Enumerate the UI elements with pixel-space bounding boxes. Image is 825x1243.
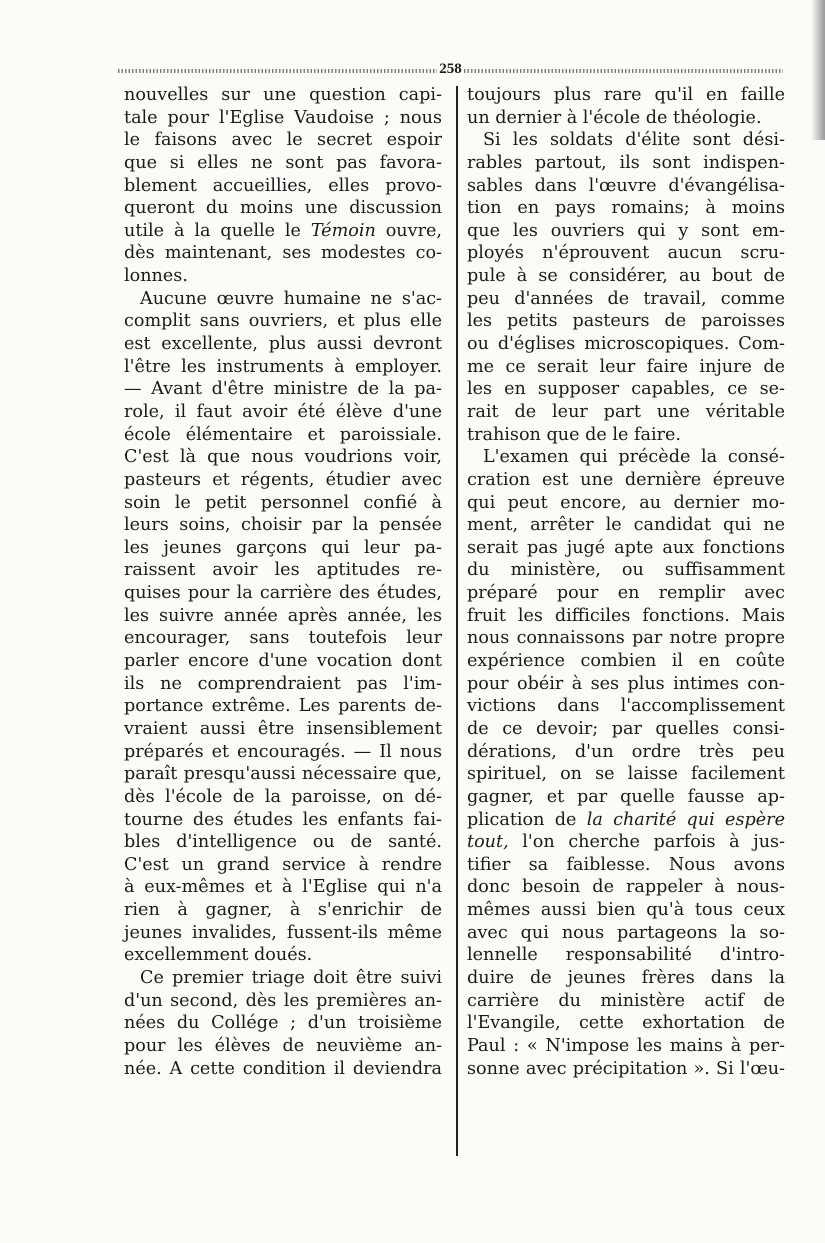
text-line: les suivre année après année, les (124, 605, 442, 626)
text-line: lonnes. (124, 266, 188, 287)
text-line: école élémentaire et paroissiale. (124, 424, 442, 445)
text-line: d'un second, dès les premières an- (124, 990, 442, 1011)
text-line: que les ouvriers qui y sont em- (467, 220, 785, 241)
text-line: tifier sa faiblesse. Nous avons (467, 854, 785, 875)
text-line: excellemment doués. (124, 945, 313, 966)
text-line: paraît presqu'aussi nécessaire que, (124, 764, 442, 785)
text-line: dès maintenant, ses modestes co- (124, 243, 442, 264)
text-run: plication de (467, 809, 587, 830)
text-line: Ce premier triage doit être suivi (140, 967, 442, 988)
text-line: portance extrême. Les parents de- (124, 696, 442, 717)
text-line: qui peut encore, au dernier mo- (467, 492, 785, 513)
text-line: l'Evangile, cette exhortation de (467, 1013, 785, 1034)
text-line: rien à gagner, à s'enrichir de (124, 900, 442, 921)
text-line: me ce serait leur faire injure de (467, 356, 785, 377)
text-line: ils ne comprendraient pas l'im- (124, 673, 442, 694)
text-line: cration est une dernière épreuve (467, 469, 785, 490)
text-line: raissent avoir les aptitudes re- (124, 560, 442, 581)
text-line: avec qui nous partageons la so- (467, 922, 785, 943)
text-line: ployés n'éprouvent aucun scru- (467, 243, 785, 264)
text-line: un dernier à l'école de théologie. (467, 107, 762, 128)
text-line: C'est un grand service à rendre (124, 854, 442, 875)
text-line: sables dans l'œuvre d'évangélisa- (467, 175, 785, 196)
text-line: fruit les difficiles fonctions. Mais (467, 605, 785, 626)
text-line: pasteurs et régents, étudier avec (124, 469, 442, 490)
text-line: L'examen qui précède la consé- (483, 447, 785, 468)
text-line: trahison que de le faire. (467, 424, 682, 445)
text-line: rables partout, ils sont indispen- (467, 152, 785, 173)
text-run: l'on cherche parfois à jus- (508, 832, 785, 853)
text-line: sonne avec précipitation ». Si l'œu- (467, 1058, 785, 1079)
scan-edge-shadow (811, 0, 825, 140)
text-line: Aucune œuvre humaine ne s'ac- (140, 288, 442, 309)
text-line: pour obéir à ses plus intimes con- (467, 673, 785, 694)
running-header (118, 60, 783, 76)
text-line: rait de leur part une véritable (467, 401, 785, 422)
column-divider (456, 86, 458, 1156)
text-line: de ce devoir; par quelles consi- (467, 718, 785, 739)
text-line: les en supposer capables, ce se- (467, 379, 785, 400)
text-line: nouvelles sur une question capi- (124, 85, 442, 105)
text-line: toujours plus rare qu'il en faille (467, 85, 785, 105)
header-dotted-rule-left (118, 69, 437, 73)
text-line: C'est là que nous voudrions voir, (124, 447, 442, 468)
text-line: mêmes aussi bien qu'à tous ceux (467, 900, 785, 921)
text-line: Paul : « N'impose les mains à per- (467, 1035, 785, 1056)
text-line: nées du Collége ; d'un troisième (124, 1013, 442, 1034)
text-line: parler encore d'une vocation dont (124, 651, 442, 672)
text-line: préparé pour en remplir avec (467, 583, 785, 604)
text-run: ouvre, (375, 220, 442, 241)
text-line: pour les élèves de neuvième an- (124, 1035, 442, 1056)
text-line: vraient aussi être insensiblement (124, 718, 442, 739)
text-line: peu d'années de travail, comme (467, 288, 785, 309)
text-line: le faisons avec le secret espoir (124, 130, 442, 151)
text-line: tourne des études les enfants fai- (124, 809, 442, 830)
text-line: lennelle responsabilité d'intro- (467, 945, 785, 966)
text-line: quises pour la carrière des études, (124, 583, 442, 604)
text-line: les jeunes garçons qui leur pa- (124, 537, 442, 558)
text-line: complit sans ouvriers, et plus elle (124, 311, 442, 332)
text-line: duire de jeunes frères dans la (467, 967, 785, 988)
italic-text-run: Témoin (310, 220, 376, 241)
text-line: Si les soldats d'élite sont dési- (483, 130, 785, 151)
text-line: tion en pays romains; à moins (467, 198, 785, 219)
text-line: carrière du ministère actif de (467, 990, 785, 1011)
text-line: les petits pasteurs de paroisses (467, 311, 785, 332)
text-line: née. A cette condition il deviendra (124, 1058, 442, 1079)
text-line: ment, arrêter le candidat qui ne (467, 515, 785, 536)
text-line: leurs soins, choisir par la pensée (124, 515, 442, 536)
text-column-right (467, 84, 785, 1080)
text-line: gagner, et par quelle fausse ap- (467, 786, 785, 807)
text-line: blement accueillies, elles provo- (124, 175, 442, 196)
text-run: utile à la quelle le (124, 220, 311, 241)
text-line (124, 220, 442, 243)
text-line: spirituel, on se laisse facilement (467, 764, 785, 785)
text-line: role, il faut avoir été élève d'une (124, 401, 442, 422)
text-line: bles d'intelligence ou de santé. (124, 832, 442, 853)
text-line: — Avant d'être ministre de la pa- (124, 379, 442, 400)
text-line: ou d'églises microscopiques. Com- (467, 334, 785, 355)
text-line: serait pas jugé apte aux fonctions (467, 537, 785, 558)
text-line: l'être les instruments à employer. (124, 356, 442, 377)
text-line: nous connaissons par notre propre (467, 628, 785, 649)
text-line: du ministère, ou suffisamment (467, 560, 785, 581)
text-column-left (124, 84, 442, 1080)
text-line: que si elles ne sont pas favora- (124, 152, 442, 173)
text-line: pule à se considérer, au bout de (467, 266, 785, 287)
text-line: expérience combien il en coûte (467, 651, 785, 672)
text-line: dérations, d'un ordre très peu (467, 741, 785, 762)
page-number: 258 (439, 61, 462, 77)
text-line: donc besoin de rappeler à nous- (467, 877, 785, 898)
text-line (467, 809, 785, 832)
text-line: dès l'école de la paroisse, on dé- (124, 786, 442, 807)
text-line: jeunes invalides, fussent-ils même (124, 922, 442, 943)
text-line: tale pour l'Eglise Vaudoise ; nous (124, 107, 442, 128)
header-dotted-rule-right (464, 69, 783, 73)
text-line: encourager, sans toutefois leur (124, 628, 442, 649)
text-line: queront du moins une discussion (124, 198, 442, 219)
text-line (467, 831, 785, 854)
text-line: victions dans l'accomplissement (467, 696, 785, 717)
text-line: est excellente, plus aussi devront (124, 334, 442, 355)
italic-text-run: la charité qui espère (586, 809, 785, 830)
text-line: soin le petit personnel confié à (124, 492, 442, 513)
text-line: préparés et encouragés. — Il nous (124, 741, 442, 762)
text-line: à eux-mêmes et à l'Eglise qui n'a (124, 877, 442, 898)
italic-text-run: tout, (467, 832, 509, 853)
